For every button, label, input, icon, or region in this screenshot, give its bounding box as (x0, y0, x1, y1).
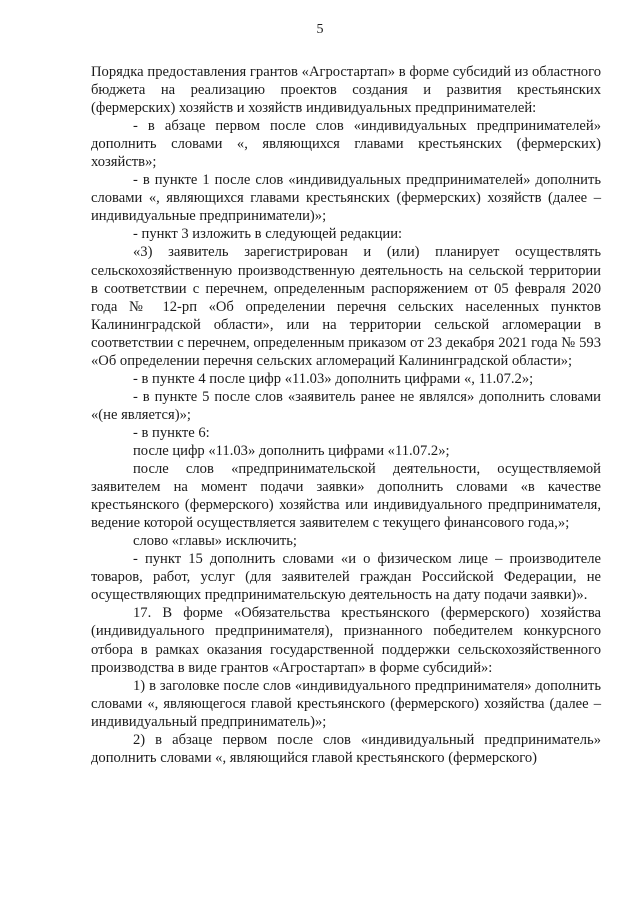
paragraph: после цифр «11.03» дополнить цифрами «11.07.2»; (133, 442, 450, 459)
paragraph: 2) в абзаце первом после слов «индивидуальный предприниматель» дополнить словами «, являющийся главой крестьянского (фермерского) (91, 731, 601, 766)
paragraph: - в пункте 4 после цифр «11.03» дополнить цифрами «, 11.07.2»; (133, 370, 534, 387)
document-body (91, 63, 601, 767)
paragraph: - пункт 15 дополнить словами «и о физическом лице – производителе товаров, работ, услуг (для заявителей граждан Российской Федерации, не осуществляющих предпринимательскую деятельность на дату подачи заявки)». (91, 551, 601, 604)
paragraph: 17. В форме «Обязательства крестьянского (фермерского) хозяйства (индивидуального предпринимателя), признанного победителем конкурсного отбора в рамках оказания государственной поддержки сельскохозяйственного производства в виде грантов «Агростартап» в форме субсидий»: (91, 605, 601, 676)
paragraph: - в пункте 1 после слов «индивидуальных предпринимателей» дополнить словами «, являющихся главами крестьянских (фермерских) хозяйств (далее – индивидуальные предприниматели)»; (91, 172, 601, 225)
paragraph: - в пункте 5 после слов «заявитель ранее не являлся» дополнить словами «(не является)»; (91, 388, 601, 423)
paragraph: «3) заявитель зарегистрирован и (или) планирует осуществлять сельскохозяйственную производственную деятельность на сельской территории в соответствии с перечнем, определенным распоряжением от 05 февраля 2020 года № 12-рп «Об определении перечня сельских населенных пунктов Калининградской области», или на территории сельской агломерации в соответствии с перечнем, определенным приказом от 23 декабря 2021 года № 593 «Об определении перечня сельских агломераций Калининградской области»; (91, 244, 601, 369)
paragraph: слово «главы» исключить; (133, 533, 297, 550)
paragraph: - в пункте 6: (133, 424, 210, 441)
paragraph: 1) в заголовке после слов «индивидуального предпринимателя» дополнить словами «, являющегося главой крестьянского (фермерского) хозяйства (далее – индивидуальный предприниматель)»; (91, 677, 601, 730)
paragraph: - в абзаце первом после слов «индивидуальных предпринимателей» дополнить словами «, являющихся главами крестьянских (фермерских) хозяйств»; (91, 118, 601, 171)
paragraph: - пункт 3 изложить в следующей редакции: (133, 226, 403, 243)
page-number: 5 (316, 22, 324, 37)
paragraph: после слов «предпринимательской деятельности, осуществляемой заявителем на момент подачи заявки» дополнить словами «в качестве крестьянского (фермерского) хозяйства или индивидуального предпринимателя, ведение которой осуществляется заявителем с текущего финансового года,»; (91, 461, 601, 532)
paragraph: Порядка предоставления грантов «Агростартап» в форме субсидий из областного бюджета на реализацию проектов создания и развития крестьянских (фермерских) хозяйств и хозяйств индивидуальных предпринимателей: (91, 64, 601, 117)
